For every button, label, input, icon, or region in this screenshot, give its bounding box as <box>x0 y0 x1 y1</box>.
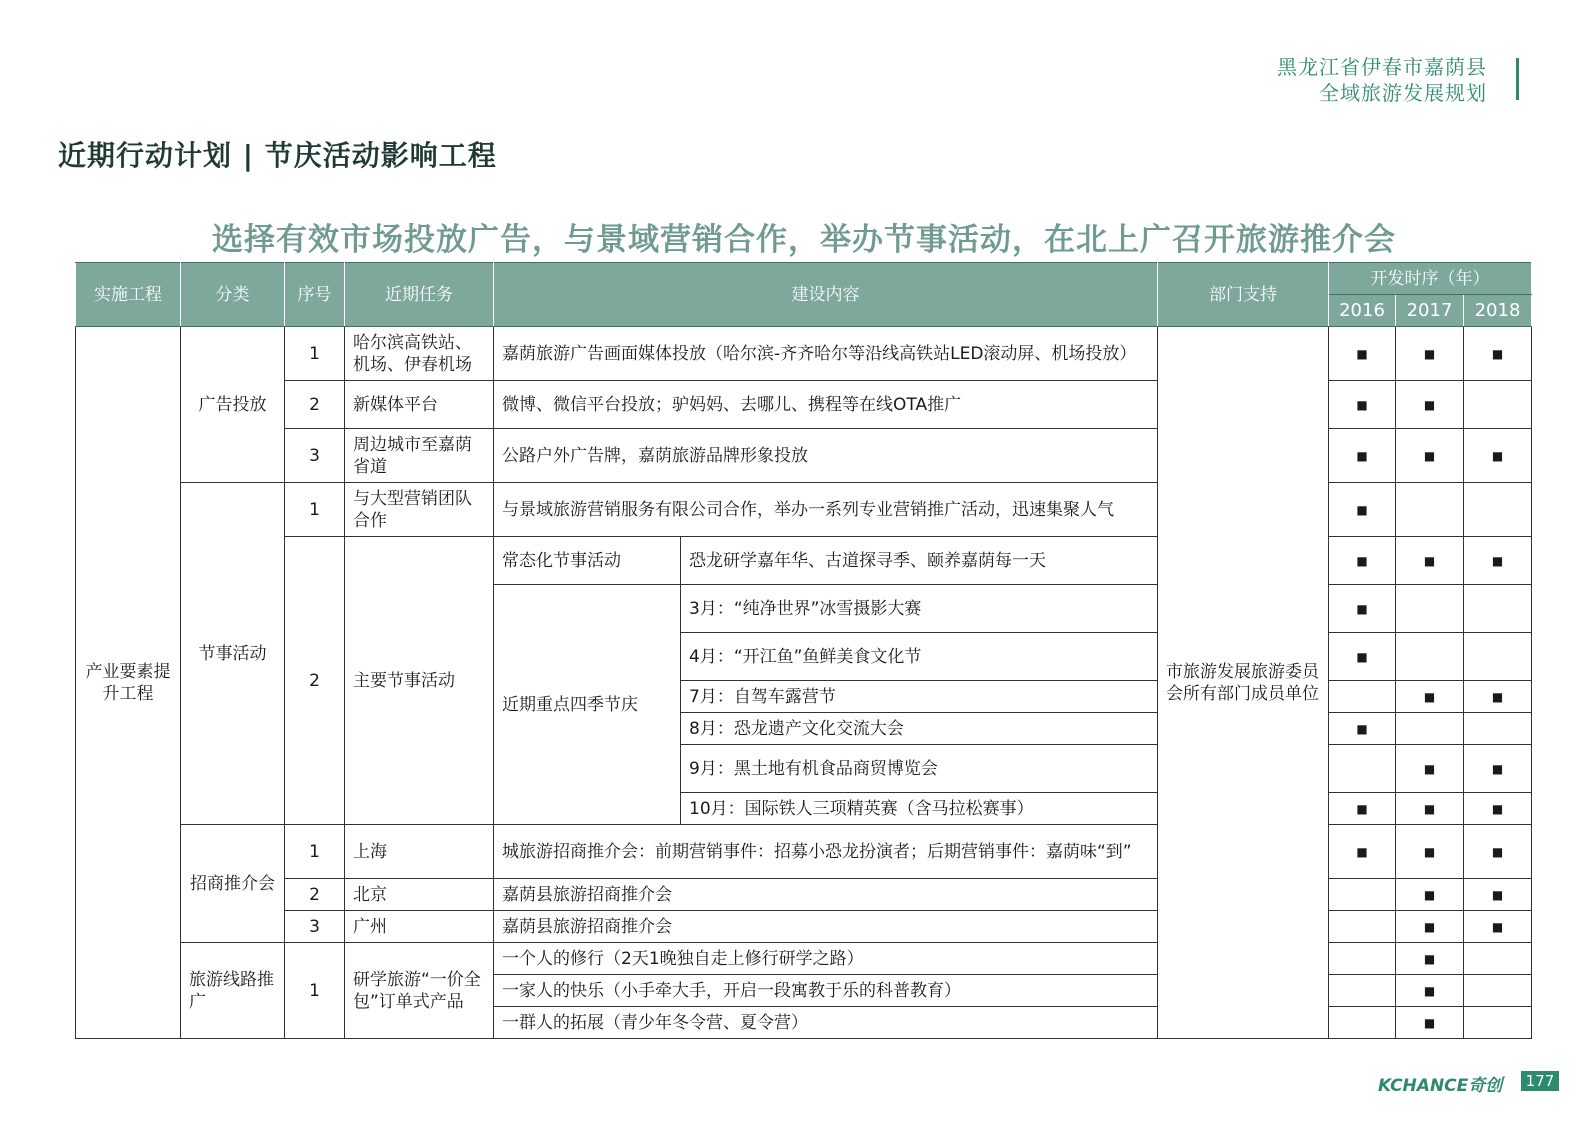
dept-cell: 市旅游发展旅游委员会所有部门成员单位 <box>1158 327 1329 1039</box>
content-cell: 恐龙研学嘉年华、古道探寻季、颐养嘉荫每一天 <box>681 537 1158 585</box>
mark-cell: ■ <box>1396 825 1464 879</box>
mark-cell: ■ <box>1464 911 1532 943</box>
header-dept: 部门支持 <box>1158 263 1329 327</box>
mark-cell: ■ <box>1329 327 1396 381</box>
mark-cell: ■ <box>1329 483 1396 537</box>
seq-cell: 1 <box>285 825 345 879</box>
mark-cell: ■ <box>1396 911 1464 943</box>
mark-cell: ■ <box>1329 429 1396 483</box>
seq-cell: 2 <box>285 879 345 911</box>
seq-cell: 1 <box>285 943 345 1039</box>
mark-cell <box>1329 911 1396 943</box>
header-year-2017: 2017 <box>1396 295 1464 327</box>
mark-cell <box>1464 585 1532 633</box>
content-cell: 与景域旅游营销服务有限公司合作，举办一系列专业营销推广活动，迅速集聚人气 <box>494 483 1158 537</box>
task-cell: 周边城市至嘉荫省道 <box>345 429 494 483</box>
mark-cell: ■ <box>1329 793 1396 825</box>
content-cell: 城旅游招商推介会：前期营销事件：招募小恐龙扮演者；后期营销事件：嘉荫味“到” <box>494 825 1158 879</box>
mark-cell: ■ <box>1396 793 1464 825</box>
mark-cell: ■ <box>1396 429 1464 483</box>
mark-cell: ■ <box>1396 681 1464 713</box>
header-line-1: 黑龙江省伊春市嘉荫县 <box>1277 55 1487 79</box>
mark-cell <box>1329 1007 1396 1039</box>
header-year-2016: 2016 <box>1329 295 1396 327</box>
content-cell: 一群人的拓展（青少年冬令营、夏令营） <box>494 1007 1158 1039</box>
subcategory-cell: 常态化节事活动 <box>494 537 681 585</box>
mark-cell: ■ <box>1464 879 1532 911</box>
mark-cell: ■ <box>1464 681 1532 713</box>
mark-cell <box>1329 879 1396 911</box>
mark-cell: ■ <box>1464 745 1532 793</box>
mark-cell: ■ <box>1329 381 1396 429</box>
content-cell: 公路户外广告牌，嘉荫旅游品牌形象投放 <box>494 429 1158 483</box>
mark-cell <box>1464 633 1532 681</box>
document-header <box>1277 54 1487 106</box>
header-timeline: 开发时序（年） <box>1329 263 1532 295</box>
content-cell: 3月：“纯净世界”冰雪摄影大赛 <box>681 585 1158 633</box>
content-cell: 一家人的快乐（小手牵大手，开启一段寓教于乐的科普教育） <box>494 975 1158 1007</box>
task-cell: 广州 <box>345 911 494 943</box>
header-line-2: 全域旅游发展规划 <box>1319 81 1487 105</box>
task-cell: 研学旅游“一价全包”订单式产品 <box>345 943 494 1039</box>
content-cell: 4月：“开江鱼”鱼鲜美食文化节 <box>681 633 1158 681</box>
content-cell: 嘉荫县旅游招商推介会 <box>494 879 1158 911</box>
header-task: 近期任务 <box>345 263 494 327</box>
content-cell: 嘉荫旅游广告画面媒体投放（哈尔滨-齐齐哈尔等沿线高铁站LED滚动屏、机场投放） <box>494 327 1158 381</box>
mark-cell: ■ <box>1396 745 1464 793</box>
mark-cell: ■ <box>1396 327 1464 381</box>
task-cell: 北京 <box>345 879 494 911</box>
mark-cell: ■ <box>1396 1007 1464 1039</box>
mark-cell <box>1329 943 1396 975</box>
mark-cell <box>1329 975 1396 1007</box>
header-project: 实施工程 <box>76 263 181 327</box>
task-cell: 主要节事活动 <box>345 537 494 825</box>
task-cell: 上海 <box>345 825 494 879</box>
mark-cell <box>1396 483 1464 537</box>
mark-cell: ■ <box>1396 381 1464 429</box>
header-category: 分类 <box>181 263 285 327</box>
task-cell: 新媒体平台 <box>345 381 494 429</box>
mark-cell: ■ <box>1396 975 1464 1007</box>
section-title: 近期行动计划 | 节庆活动影响工程 <box>58 139 497 172</box>
content-cell: 9月：黑土地有机食品商贸博览会 <box>681 745 1158 793</box>
mark-cell: ■ <box>1464 327 1532 381</box>
task-cell: 哈尔滨高铁站、机场、伊春机场 <box>345 327 494 381</box>
seq-cell: 1 <box>285 483 345 537</box>
mark-cell <box>1464 975 1532 1007</box>
page-number: 177 <box>1521 1071 1559 1091</box>
content-cell: 10月：国际铁人三项精英赛（含马拉松赛事） <box>681 793 1158 825</box>
mark-cell: ■ <box>1464 537 1532 585</box>
mark-cell: ■ <box>1396 537 1464 585</box>
mark-cell <box>1396 585 1464 633</box>
mark-cell <box>1464 943 1532 975</box>
page-subtitle: 选择有效市场投放广告，与景域营销合作，举办节事活动，在北上广召开旅游推介会 <box>212 222 1396 258</box>
mark-cell: ■ <box>1329 537 1396 585</box>
project-cell: 产业要素提升工程 <box>76 327 181 1039</box>
content-cell: 8月：恐龙遗产文化交流大会 <box>681 713 1158 745</box>
mark-cell: ■ <box>1329 585 1396 633</box>
mark-cell: ■ <box>1464 793 1532 825</box>
mark-cell: ■ <box>1464 825 1532 879</box>
mark-cell <box>1464 1007 1532 1039</box>
category-cell: 节事活动 <box>181 483 285 825</box>
mark-cell: ■ <box>1464 429 1532 483</box>
content-cell: 一个人的修行（2天1晚独自走上修行研学之路） <box>494 943 1158 975</box>
seq-cell: 3 <box>285 429 345 483</box>
mark-cell <box>1464 713 1532 745</box>
subcategory-cell: 近期重点四季节庆 <box>494 585 681 825</box>
seq-cell: 1 <box>285 327 345 381</box>
mark-cell <box>1396 633 1464 681</box>
mark-cell <box>1464 381 1532 429</box>
content-cell: 7月：自驾车露营节 <box>681 681 1158 713</box>
header-content: 建设内容 <box>494 263 1158 327</box>
task-cell: 与大型营销团队合作 <box>345 483 494 537</box>
mark-cell <box>1329 745 1396 793</box>
header-year-2018: 2018 <box>1464 295 1532 327</box>
brand-logo: KCHANCE奇创 <box>1378 1076 1503 1096</box>
seq-cell: 3 <box>285 911 345 943</box>
category-cell: 招商推介会 <box>181 825 285 943</box>
mark-cell: ■ <box>1396 943 1464 975</box>
mark-cell: ■ <box>1329 825 1396 879</box>
mark-cell <box>1396 713 1464 745</box>
header-seq: 序号 <box>285 263 345 327</box>
mark-cell <box>1329 681 1396 713</box>
mark-cell <box>1464 483 1532 537</box>
mark-cell: ■ <box>1396 879 1464 911</box>
category-cell: 旅游线路推广 <box>181 943 285 1039</box>
content-cell: 微博、微信平台投放；驴妈妈、去哪儿、携程等在线OTA推广 <box>494 381 1158 429</box>
mark-cell: ■ <box>1329 713 1396 745</box>
table-row <box>76 327 1532 381</box>
header-divider <box>1516 58 1519 100</box>
seq-cell: 2 <box>285 537 345 825</box>
action-plan-table <box>75 262 1532 1039</box>
content-cell: 嘉荫县旅游招商推介会 <box>494 911 1158 943</box>
mark-cell: ■ <box>1329 633 1396 681</box>
seq-cell: 2 <box>285 381 345 429</box>
category-cell: 广告投放 <box>181 327 285 483</box>
